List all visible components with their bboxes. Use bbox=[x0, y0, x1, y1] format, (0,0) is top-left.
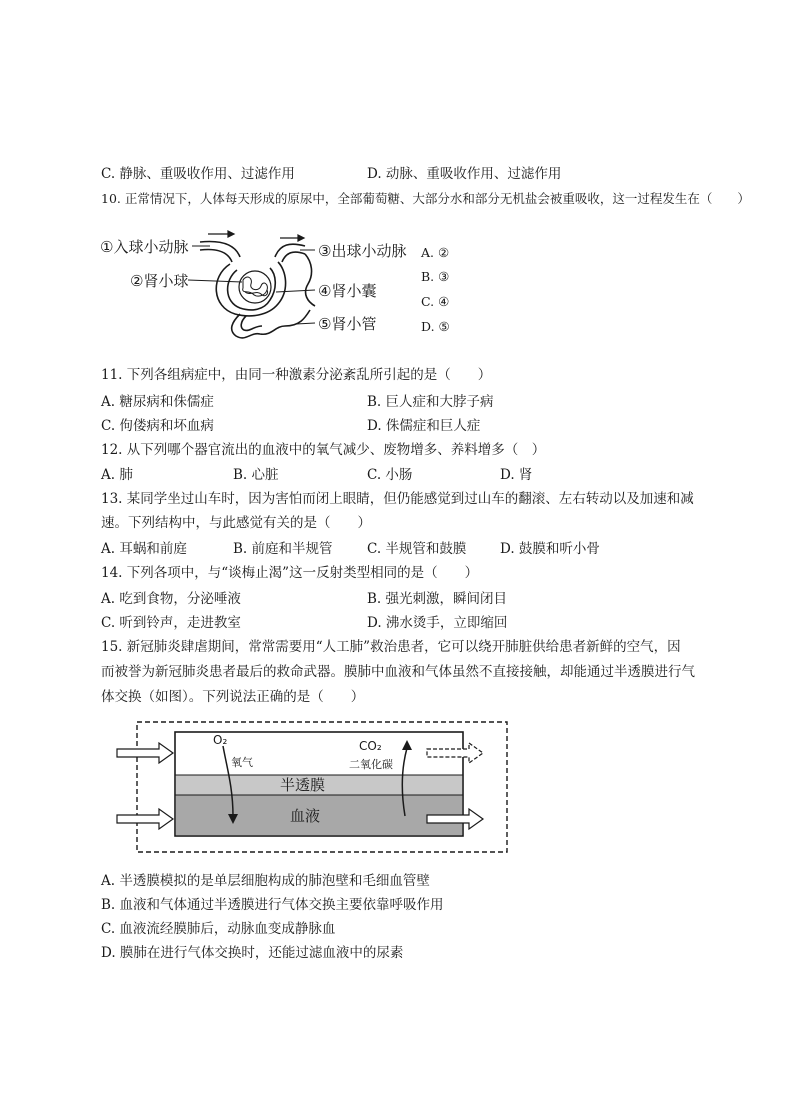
q15-stem-line1: 15. 新冠肺炎肆虐期间，常常需要用“人工肺”救治患者，它可以绕开肺脏供给患者新鲜的空气，因 bbox=[101, 639, 681, 655]
q14-option-d: D. 沸水烫手，立即缩回 bbox=[367, 615, 508, 631]
q11-stem: 11. 下列各组病症中，由同一种激素分泌紊乱所引起的是（ ） bbox=[101, 367, 492, 383]
co2-label: CO₂ bbox=[359, 739, 382, 753]
o2-label: O₂ bbox=[213, 733, 228, 747]
q12-stem: 12. 从下列哪个器官流出的血液中的氧气减少、废物增多、养料增多（ ） bbox=[101, 442, 546, 458]
q10-option-d: D. ⑤ bbox=[421, 319, 450, 334]
q12-option-d: D. 肾 bbox=[500, 467, 533, 483]
q10-option-b: B. ③ bbox=[421, 269, 450, 284]
q13-option-d: D. 鼓膜和听小骨 bbox=[500, 541, 600, 557]
membrane-label: 半透膜 bbox=[280, 776, 326, 794]
co2-cn-label: 二氧化碳 bbox=[349, 758, 393, 771]
q14-option-b: B. 强光刺激，瞬间闭目 bbox=[367, 591, 508, 607]
label-efferent-arteriole: ③出球小动脉 bbox=[318, 242, 407, 260]
label-renal-tubule: ⑤肾小管 bbox=[318, 315, 377, 333]
q9-option-c: C. 静脉、重吸收作用、过滤作用 bbox=[101, 166, 295, 182]
o2-cn-label: 氧气 bbox=[231, 756, 253, 769]
q11-option-d: D. 侏儒症和巨人症 bbox=[367, 418, 481, 434]
q12-option-c: C. 小肠 bbox=[367, 467, 413, 483]
q10-stem: 10. 正常情况下，人体每天形成的原尿中，全部葡萄糖、大部分水和部分无机盐会被重吸收，这一过程发生在（ ） bbox=[101, 191, 750, 206]
q9-option-d: D. 动脉、重吸收作用、过滤作用 bbox=[367, 166, 562, 182]
q14-option-a: A. 吃到食物，分泌唾液 bbox=[101, 591, 241, 607]
q14-stem: 14. 下列各项中，与“谈梅止渴”这一反射类型相同的是（ ） bbox=[101, 565, 479, 581]
q11-option-c: C. 佝偻病和坏血病 bbox=[101, 418, 214, 434]
q15-option-c: C. 血液流经膜肺后，动脉血变成静脉血 bbox=[101, 921, 336, 937]
label-glomerulus: ②肾小球 bbox=[130, 272, 189, 290]
q15-stem-line2: 而被誉为新冠肺炎患者最后的救命武器。膜肺中血液和气体虽然不直接接触，却能通过半透膜进行气 bbox=[101, 664, 695, 680]
q13-option-a: A. 耳蜗和前庭 bbox=[101, 541, 187, 557]
q12-option-b: B. 心脏 bbox=[233, 467, 279, 483]
q10-option-c: C. ④ bbox=[421, 294, 450, 309]
q15-stem-line3: 体交换（如图）。下列说法正确的是（ ） bbox=[101, 689, 365, 705]
q13-stem-line1: 13. 某同学坐过山车时，因为害怕而闭上眼睛，但仍能感觉到过山车的翻滚、左右转动以及加速和减 bbox=[101, 491, 694, 507]
q11-option-b: B. 巨人症和大脖子病 bbox=[367, 394, 494, 410]
q14-option-c: C. 听到铃声，走进教室 bbox=[101, 615, 241, 631]
q13-stem-line2: 速。下列结构中，与此感觉有关的是（ ） bbox=[101, 515, 371, 531]
q10-option-a: A. ② bbox=[421, 245, 450, 260]
q11-option-a: A. 糖尿病和侏儒症 bbox=[101, 394, 214, 410]
q12-option-a: A. 肺 bbox=[101, 467, 133, 483]
nephron-diagram bbox=[100, 222, 460, 352]
blood-label: 血液 bbox=[290, 807, 321, 825]
q15-option-d: D. 膜肺在进行气体交换时，还能过滤血液中的尿素 bbox=[101, 945, 404, 961]
q15-option-a: A. 半透膜模拟的是单层细胞构成的肺泡壁和毛细血管壁 bbox=[101, 873, 430, 889]
label-bowman-capsule: ④肾小囊 bbox=[318, 282, 377, 300]
membrane-lung-diagram bbox=[115, 718, 525, 856]
q13-option-c: C. 半规管和鼓膜 bbox=[367, 541, 467, 557]
label-afferent-arteriole: ①入球小动脉 bbox=[100, 238, 189, 256]
q15-option-b: B. 血液和气体通过半透膜进行气体交换主要依靠呼吸作用 bbox=[101, 897, 444, 913]
q13-option-b: B. 前庭和半规管 bbox=[233, 541, 333, 557]
